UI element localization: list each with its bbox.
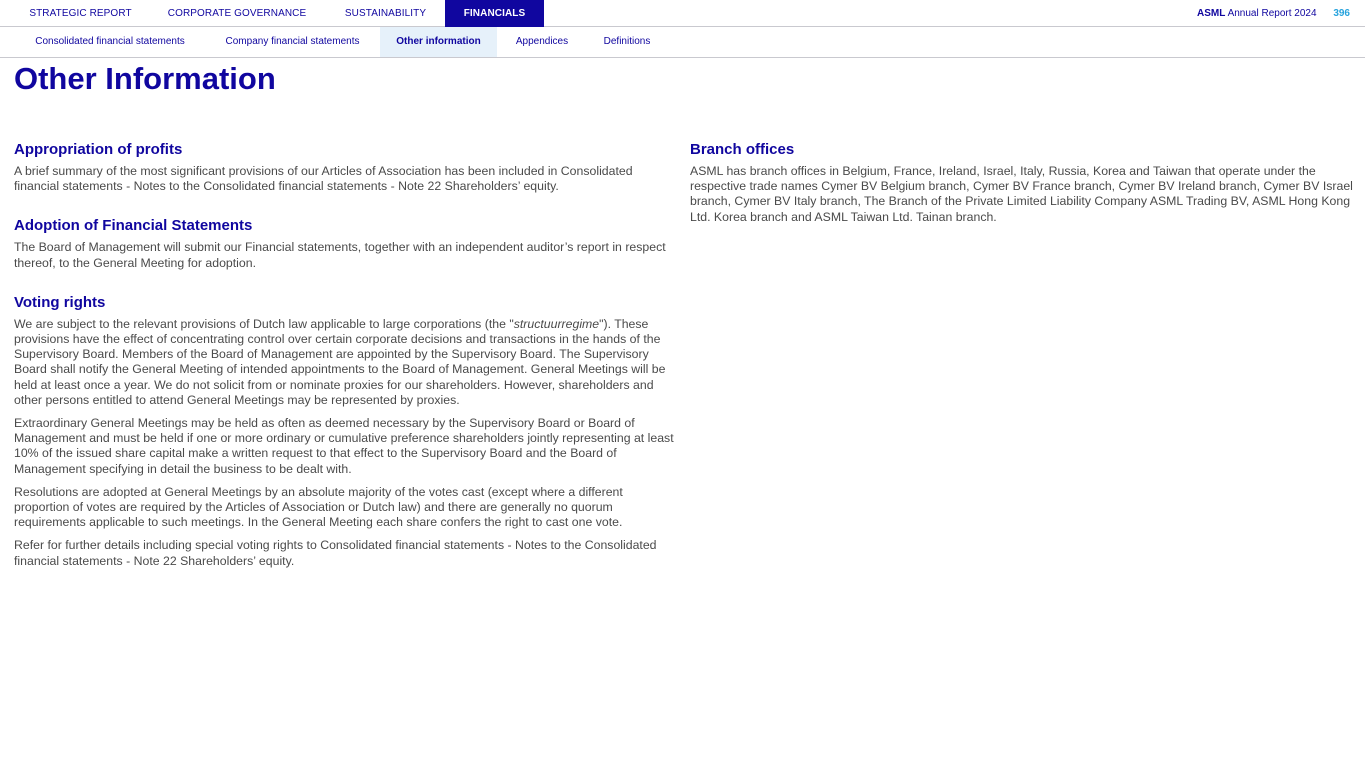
tab-corporate-governance[interactable]: CORPORATE GOVERNANCE — [167, 8, 307, 19]
voting-p1-end: "). These provisions have the effect of concentrating control over certain corporate decisions and transactions in the hands of the Supervisory Board. Members of the Board of Management are appointed by the Supervisory Board. The Supervisory Board shall notify the General Meeting of intended appointments to the Board of Management. General Meetings will be held at least once a year. We do not solicit from or nominate proxies for our shareholders. However, shareholders and other persons entitled to attend General Meetings may be represented by proxies. — [14, 316, 666, 407]
voting-paragraph-4: Refer for further details including special voting rights to Consolidated financial statements - Notes to the Consolidated financial statements - Note 22 Shareholders’ equity. — [14, 538, 657, 568]
tab-financials[interactable]: FINANCIALS — [445, 0, 544, 27]
heading-adoption-of-financial-statements: Adoption of Financial Statements — [14, 217, 253, 235]
subtab-consolidated-financial-statements[interactable]: Consolidated financial statements — [35, 36, 185, 47]
sub-navigation — [0, 27, 1365, 58]
page-number: 396 — [1333, 8, 1350, 19]
voting-p1-start: We are subject to the relevant provisions of Dutch law applicable to large corporations (the " — [14, 316, 514, 331]
section-appropriation-of-profits — [14, 140, 679, 194]
report-title: Annual Report 2024 — [1227, 8, 1317, 19]
right-column — [690, 140, 1355, 247]
adoption-paragraph: The Board of Management will submit our Financial statements, together with an independent auditor’s report in respect thereof, to the General Meeting for adoption. — [14, 240, 666, 270]
top-navigation — [0, 0, 1365, 27]
left-column — [14, 140, 679, 591]
structuurregime-term: structuurregime — [513, 316, 600, 331]
appropriation-paragraph: A brief summary of the most significant provisions of our Articles of Association has been included in Consolidated financial statements - Notes to the Consolidated financial statements - Note 22 Shareholders’ equity. — [14, 164, 633, 194]
tab-strategic-report[interactable]: STRATEGIC REPORT — [29, 8, 132, 19]
section-voting-rights — [14, 293, 679, 569]
branch-paragraph: ASML has branch offices in Belgium, France, Ireland, Israel, Italy, Russia, Korea and Taiwan that operate under the respective trade names Cymer BV Belgium branch, Cymer BV France branch, Cymer BV Ireland branch, Cymer BV Israel branch, Cymer BV Italy branch, The Branch of the Private Limited Liability Company ASML Trading BV, ASML Hong Kong Ltd. Korea branch and ASML Taiwan Ltd. Tainan branch. — [690, 164, 1353, 224]
page-title: Other Information — [14, 61, 276, 96]
section-adoption-of-financial-statements — [14, 216, 679, 270]
voting-paragraph-1 — [14, 317, 679, 408]
subtab-appendices[interactable]: Appendices — [515, 36, 569, 47]
voting-paragraph-3: Resolutions are adopted at General Meetings by an absolute majority of the votes cast (except where a different proportion of votes are required by the Articles of Association or Dutch law) and there are generally no quorum requirements applicable to such meetings. In the General Meeting each share confers the right to cast one vote. — [14, 484, 623, 530]
voting-paragraph-2: Extraordinary General Meetings may be held as often as deemed necessary by the Supervisory Board or Board of Management and must be held if one or more ordinary or cumulative preference shareholders jointly representing at least 10% of the issued share capital make a written request to that effect to the Supervisory Board and the Board of Management specifying in detail the business to be dealt with. — [14, 416, 674, 476]
heading-appropriation-of-profits: Appropriation of profits — [14, 141, 183, 158]
report-brand — [1197, 0, 1350, 27]
subtab-other-information[interactable]: Other information — [380, 27, 497, 57]
subtab-definitions[interactable]: Definitions — [603, 36, 651, 47]
section-branch-offices — [690, 140, 1355, 225]
heading-voting-rights: Voting rights — [14, 293, 106, 311]
subtab-company-financial-statements[interactable]: Company financial statements — [225, 36, 360, 47]
heading-branch-offices: Branch offices — [690, 141, 795, 158]
tab-sustainability[interactable]: SUSTAINABILITY — [344, 8, 427, 19]
brand-name: ASML — [1196, 8, 1226, 19]
